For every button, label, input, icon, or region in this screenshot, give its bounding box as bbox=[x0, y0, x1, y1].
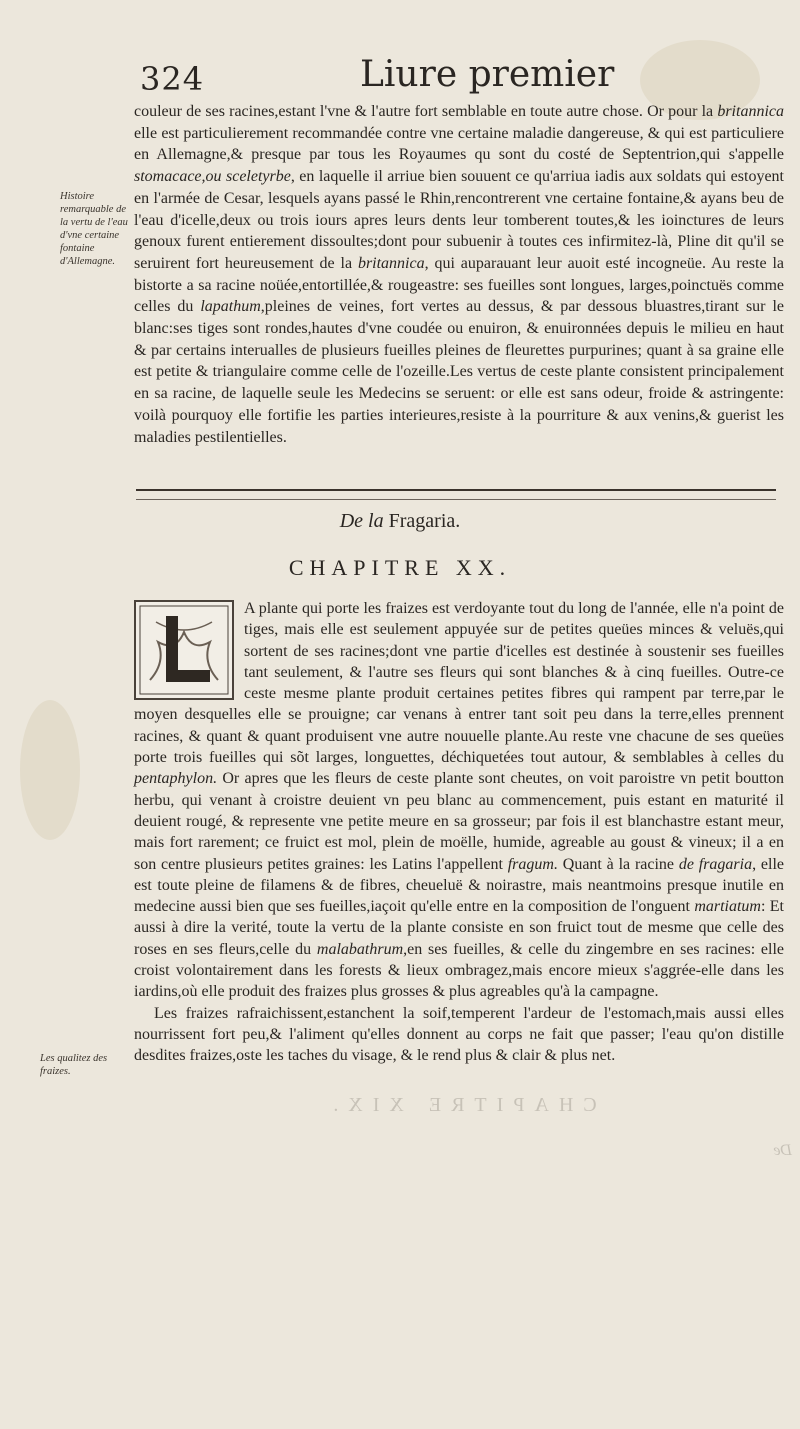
paper-stain bbox=[20, 700, 80, 840]
section-title-italic: De la bbox=[339, 510, 384, 532]
margin-note-qualitez: Les qualitez des fraizes. bbox=[40, 1053, 108, 1077]
italic-term: martiatum bbox=[694, 898, 761, 916]
text-run: ,pleines de veines, fort vertes au dessus, & par dessous bluastres,tirant sur le blanc:ses tiges sont rondes,hautes d'vne coudée ou enuiron, & enuironnées depuis le milieu en haut & par certains interualles de plusieurs fueilles pleines de fleurettes purpurines; quant à sa graine elle est petite & triangulaire comme celle de l'ozeille.Les vertus de ceste plante consistent principalement en sa racine, de laquelle seule les Medecins se seruent: or elle est sans odeur, froide & astringente: voilà pourquoy elle fortifie les parties interieures,resiste à la pourriture & aux venins,& guerist les maladies pestilentielles. bbox=[134, 298, 784, 446]
text-run: , qui auparauant leur auoit esté incogneüe. Au reste la bistorte a sa racine noüée,entortillée,& rougeastre: ses fueilles sont longues, larges,poinctuës comme celles du bbox=[134, 254, 784, 316]
bleed-through-text bbox=[120, 1095, 800, 1205]
paragraph: Les fraizes rafraichissent,estanchent la soif,temperent l'ardeur de l'estomach,mais aussi elles nourrissent fort peu,& l'aliment qu'elles donnent au corps ne fait que passer; l'eau qu'on distille desdites fraizes,oste les taches du visage, & le rend plus & clair & plus net. bbox=[134, 1004, 784, 1065]
italic-term: de fragaria bbox=[678, 855, 753, 873]
paragraph bbox=[134, 101, 784, 448]
italic-term: stomacace,ou sceletyrbe bbox=[134, 168, 291, 186]
italic-term: britannica bbox=[357, 254, 425, 272]
italic-term: britannica bbox=[717, 103, 784, 120]
text-run: Quant à la racine bbox=[557, 855, 679, 873]
text-run: ,en ses fueilles, & celle du zingembre en ses racines: elle croist volontairement dans les forests & lieux ombragez,mais encore mieux s'aggrée-elle dans les iardins,où elle produit des fraizes plus grosses & plus agreables qu'à la campagne. bbox=[134, 940, 784, 1001]
ornamental-divider bbox=[136, 489, 776, 500]
fragaria-text bbox=[134, 598, 784, 1067]
text-run: , en laquelle il arriue bien souuent ce qu'arriua iadis aux soldats qui estoyent en l'armée de Cesar, lesquels ayans passé le Rhin,rencontrerent vne certaine fontaine,& ayans beu de l'eau d'icelle,deux ou trois iours apres leurs dents leur tomberent toutes,& les ioinctures de leurs genoux furent entierement dissoultes;dont pour subuenir à toutes ces infirmitez-là, Pline dit qu'il se seruirent fort heureusement de la bbox=[134, 168, 784, 272]
text-run: A plante qui porte les fraizes est verdoyante tout du long de l'année, elle n'a point de tiges, mais elle est seulement appuyée sur de petites queües minces & veluës,qui sortent de ses racines;dont vne partie d'icelles est destinée à soustenir ses fueilles tant seulement, & l'autre ses fleurs qui sont blanches & à cinq fueilles. Outre-ce ceste mesme plante produit certaines petites fibres qui rampent par terre,par le moyen desquelles elle se prouigne; car venans à entrer tant soit peu dans la terre,elles prennent racines, & quant & quant produisent vne autre nouuelle plante.Au reste vne chacune de ses queües porte trois fueilles qui sõt larges, longuettes, déchiquetées tout autour, & semblables à celles du bbox=[134, 600, 784, 767]
bleed-through-chapter: CHAPITRE XIX. bbox=[323, 1095, 597, 1116]
text-run: , elle est toute pleine de filamens & de fibres, cheueluë & noirastre, mais neantmoins presque inutile en medecine aussi bien que ses fueilles,iaçoit qu'elle entre en la composition de l'onguent bbox=[134, 855, 785, 916]
decorated-initial-l-icon bbox=[134, 600, 234, 700]
text-run: elle est particulierement recommandée contre vne certaine maladie dangereuse, & qui est particuliere en Allemagne,& presque par tous les Royaumes qu sont du costé de Septentrion,qui s'appelle bbox=[134, 124, 784, 164]
text-run: : Et aussi à dire la verité, toute la vertu de la plante consiste en son fruict tout de mesme que celle des roses en ses fleurs,celle du bbox=[134, 898, 784, 958]
section-title bbox=[0, 510, 800, 533]
italic-term: fragum. bbox=[507, 855, 558, 873]
running-title: Liure premier bbox=[360, 54, 615, 95]
italic-term: pentaphylon. bbox=[134, 770, 218, 788]
chapter-heading: CHAPITRE XX. bbox=[288, 555, 512, 580]
italic-term: malabathrum bbox=[316, 940, 404, 958]
bistorte-text bbox=[134, 101, 784, 448]
section-title-roman: Fragaria. bbox=[388, 510, 461, 532]
text-run: Or apres que les fleurs de ceste plante sont cheutes, on voit paroistre vn petit boutton herbu, qui venant à croistre deuient vn peu blanc au commencement, puis estant en maturité il deuient rougé, & represente vne petite meure en sa grosseur; par fois il est blanchastre estant meur, mais fort rarement; ce fruict est mol, plein de moëlle, humide, agreable au goust & vineux; il a en son centre plusieurs petites graines: les Latins l'appellent bbox=[134, 770, 784, 873]
margin-note-fontaine: Histoire remarquable de la vertu de l'eau d'vne certaine fontaine d'Allemagne. bbox=[60, 191, 128, 267]
italic-term: lapathum bbox=[200, 298, 261, 316]
text-run: couleur de ses racines,estant l'vne & l'autre fort semblable en toute autre chose. Or pour la bbox=[134, 103, 718, 120]
bleed-through-catchword: De bbox=[773, 1142, 792, 1159]
page-number: 324 bbox=[140, 60, 205, 98]
